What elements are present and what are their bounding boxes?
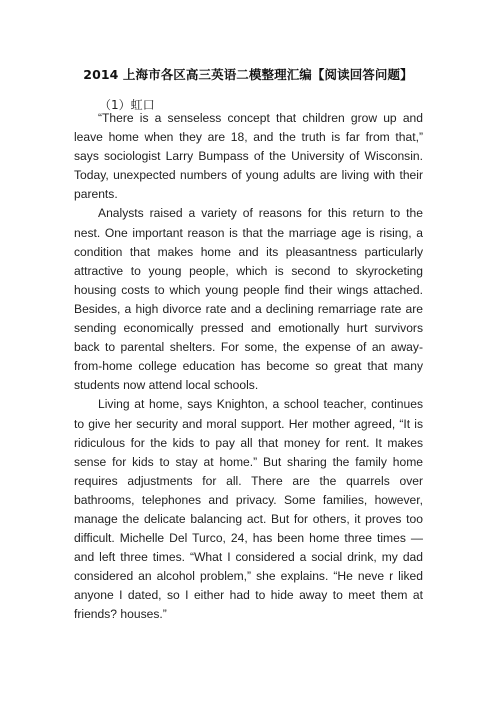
paragraph: Analysts raised a variety of reasons for this return to the nest. One important reason is that the marriage age is rising, a condition that makes home and its pleasantness particularly attractive to young people, which is second to skyrocketing housing costs to which young people find their wings attached. Besides, a high divorce rate and a declining remarriage rate are sending economically pressed and emotionally hurt survivors back to parental shelters. For some, the expense of an away-from-home college education has become so great that many students now attend local schools. bbox=[74, 206, 423, 393]
section-label: （1）虹口 bbox=[99, 98, 155, 112]
document-title: 2014 上海市各区高三英语二模整理汇编【阅读回答问题】 bbox=[83, 67, 413, 82]
paragraph: Living at home, says Knighton, a school teacher, continues to give her security and moral support. Her mother agreed, “It is ridiculous for the kids to pay all that money for rent. It makes sense for kids to stay at home.” But sharing the family home requires adjustments for all. There are the quarrels over bathrooms, telephones and privacy. Some families, however, manage the delicate balancing act. But for others, it proves too difficult. Michelle Del Turco, 24, has been home three times — and left three times. “What I considered a social drink, my dad considered an alcohol problem,” she explains. “He neve r liked anyone I dated, so I either had to hide away to meet them at friends? houses.” bbox=[74, 397, 423, 622]
passage-body bbox=[74, 109, 423, 625]
paragraph: “There is a senseless concept that children grow up and leave home when they are 18, and the truth is far from that,” says sociologist Larry Bumpass of the University of Wisconsin. Today, unexpected numbers of young adults are living with their parents. bbox=[74, 111, 423, 202]
